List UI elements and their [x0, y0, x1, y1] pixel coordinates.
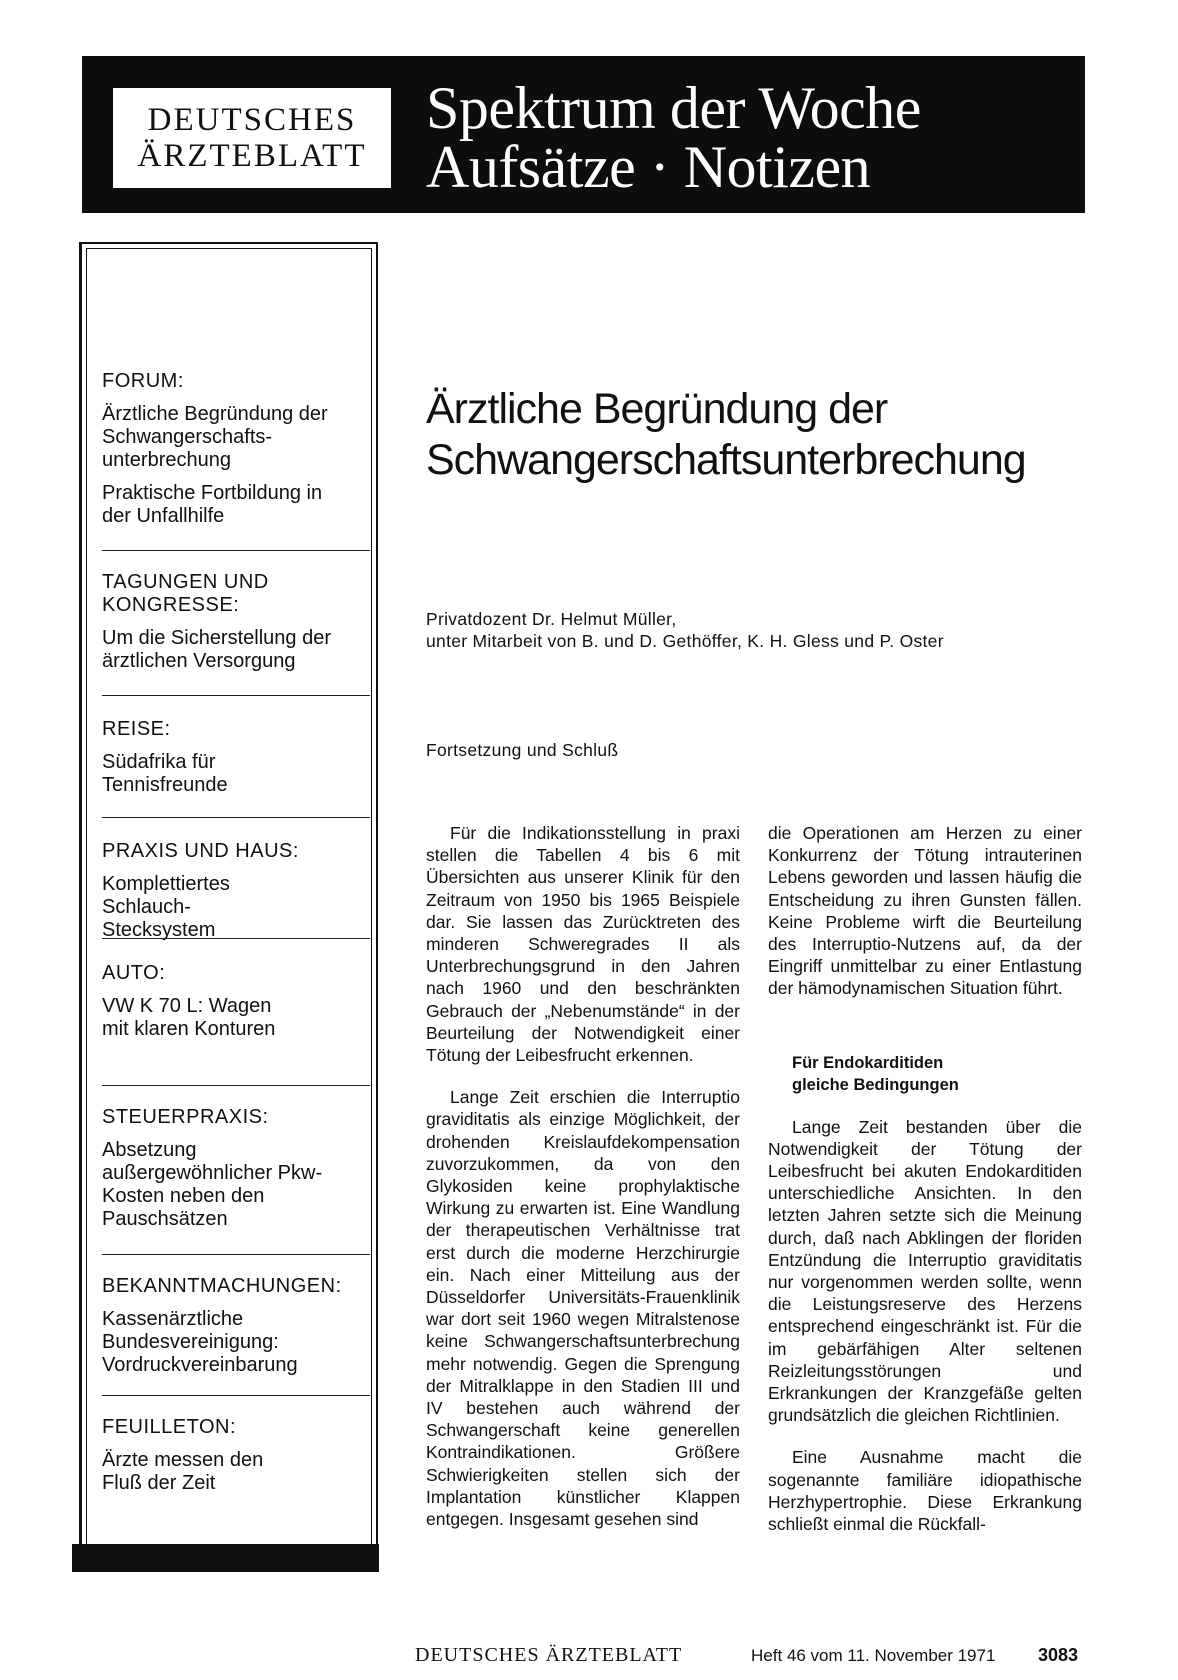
article-subheading [792, 1052, 1082, 1096]
paragraph: Lange Zeit bestanden über die Notwendigkeit der Tötung der Leibesfrucht bei akuten Endokarditiden unterschiedliche Ansichten. In den letzten Jahren setzte sich die Meinung durch, daß nach Abklingen der floriden Entzündung die Interruptio graviditatis nur vorgenommen werden sollte, wenn die Leistungsreserve des Herzens entsprechend eingeschränkt ist. Für die im gebärfähigen Alter seltenen Reizleitungsstörungen und Erkrankungen der Kranzgefäße gelten grundsätzlich die gleichen Richtlinien. [768, 1116, 1082, 1426]
section-heading: FORUM: [102, 370, 184, 392]
section-item[interactable]: Kassenärztliche Bundesvereinigung: Vordruckvereinbarung [102, 1308, 298, 1376]
section-heading: BEKANNTMACHUNGEN: [102, 1275, 342, 1297]
sidebar-divider [102, 695, 370, 696]
logo-line-1: DEUTSCHES [147, 102, 357, 138]
sidebar-section-forum [102, 370, 372, 538]
section-item[interactable]: VW K 70 L: Wagen mit klaren Konturen [102, 995, 276, 1040]
sidebar-divider [102, 550, 370, 551]
sidebar-section-reise [102, 718, 372, 807]
sidebar-divider [102, 1085, 370, 1086]
logo-line-2: ÄRZTEBLATT [137, 138, 367, 174]
article-column-2 [768, 822, 1082, 1555]
section-item[interactable]: Südafrika für Tennisfreunde [102, 751, 228, 796]
article-author: Privatdozent Dr. Helmut Müller, [426, 609, 677, 629]
section-heading: AUTO: [102, 962, 166, 984]
sidebar-section-bekanntmachungen [102, 1275, 372, 1387]
continuation-note: Fortsetzung und Schluß [426, 740, 619, 760]
section-heading: REISE: [102, 718, 171, 740]
sidebar-section-feuilleton [102, 1416, 372, 1505]
section-heading: STEUERPRAXIS: [102, 1106, 269, 1128]
paragraph: Eine Ausnahme macht die sogenannte familiäre idiopathische Herzhypertrophie. Diese Erkrankung schließt einmal die Rückfall- [768, 1447, 1082, 1535]
footer-issue: Heft 46 vom 11. November 1971 [751, 1646, 996, 1665]
sidebar-section-tagungen [102, 571, 372, 683]
sidebar-divider [102, 817, 370, 818]
section-item[interactable]: Praktische Fortbildung in der Unfallhilfe [102, 482, 323, 527]
sidebar-section-steuerpraxis [102, 1106, 372, 1241]
page-number: 3083 [1038, 1645, 1079, 1665]
sidebar-section-auto [102, 962, 372, 1051]
subheading-line-2: gleiche Bedingungen [792, 1075, 959, 1094]
footer-journal-name: DEUTSCHES ÄRZTEBLATT [415, 1644, 683, 1666]
page-footer [415, 1644, 1095, 1668]
section-heading: FEUILLETON: [102, 1416, 237, 1438]
section-item[interactable]: Ärztliche Begründung der Schwangerschafts-unterbrechung [102, 403, 328, 471]
section-heading: PRAXIS UND HAUS: [102, 840, 299, 862]
article-coauthors: unter Mitarbeit von B. und D. Gethöffer, K. H. Gless und P. Oster [426, 631, 944, 651]
section-item[interactable]: Um die Sicherstellung der ärztlichen Versorgung [102, 627, 331, 672]
paragraph: die Operationen am Herzen zu einer Konkurrenz der Tötung intrauterinen Lebens geworden und lassen häufig die Entscheidung zu ihren Gunsten fällen. Keine Probleme wirft die Beurteilung des Interruptio-Nutzens auf, da der Eingriff unmittelbar zu einer Entlastung der hämodynamischen Situation führt. [768, 823, 1082, 999]
section-item[interactable]: Komplettiertes Schlauch-Stecksystem [102, 873, 230, 941]
sidebar-divider [102, 938, 370, 939]
section-item[interactable]: Ärzte messen den Fluß der Zeit [102, 1449, 264, 1494]
article-column-1 [426, 822, 740, 1550]
paragraph: Für die Indikationsstellung in praxi stellen die Tabellen 4 bis 6 mit Übersichten aus unserer Klinik für den Zeitraum von 1950 bis 1965 Beispiele dar. Sie lassen das Zurücktreten des minderen Schweregrades II als Unterbrechungsgrund in den Jahren nach 1960 und den beschränkten Gebrauch der „Nebenumstände“ in der Beurteilung der Notwendigkeit einer Tötung der Leibesfrucht erkennen. [426, 823, 740, 1066]
masthead-title-line-2: Aufsätze · Notizen [426, 134, 871, 200]
journal-logo [113, 88, 391, 188]
masthead-title-line-1: Spektrum der Woche [426, 75, 921, 141]
sidebar-bottom-bar [72, 1544, 379, 1572]
article-title: Ärztliche Begründung der Schwangerschaftsunterbrechung [426, 385, 1026, 484]
paragraph: Lange Zeit erschien die Interruptio graviditatis als einzige Möglichkeit, der drohenden Kreislaufdekompensation zuvorzukommen, da von den Glykosiden keine prophylaktische Wirkung zu erwarten ist. Eine Wandlung der therapeutischen Verhältnisse trat erst durch die moderne Herzchirurgie ein. Nach einer Mitteilung aus der Düsseldorfer Universitäts-Frauenklinik war dort seit 1960 wegen Mitralstenose keine Schwangerschaftsunterbrechung mehr notwendig. Gegen die Sprengung der Mitralklappe in den Stadien III und IV bestehen auch während der Schwangerschaft keine generellen Kontraindikationen. Größere Schwierigkeiten stellen sich der Implantation künstlicher Klappen entgegen. Insgesamt gesehen sind [426, 1087, 740, 1530]
section-heading: TAGUNGEN UND KONGRESSE: [102, 571, 269, 616]
sidebar-section-praxis-und-haus [102, 840, 372, 952]
sidebar-divider [102, 1395, 370, 1396]
section-item[interactable]: Absetzung außergewöhnlicher Pkw-Kosten neben den Pauschsätzen [102, 1139, 323, 1230]
sidebar-divider [102, 1254, 370, 1255]
subheading-line-1: Für Endokarditiden [792, 1053, 944, 1072]
